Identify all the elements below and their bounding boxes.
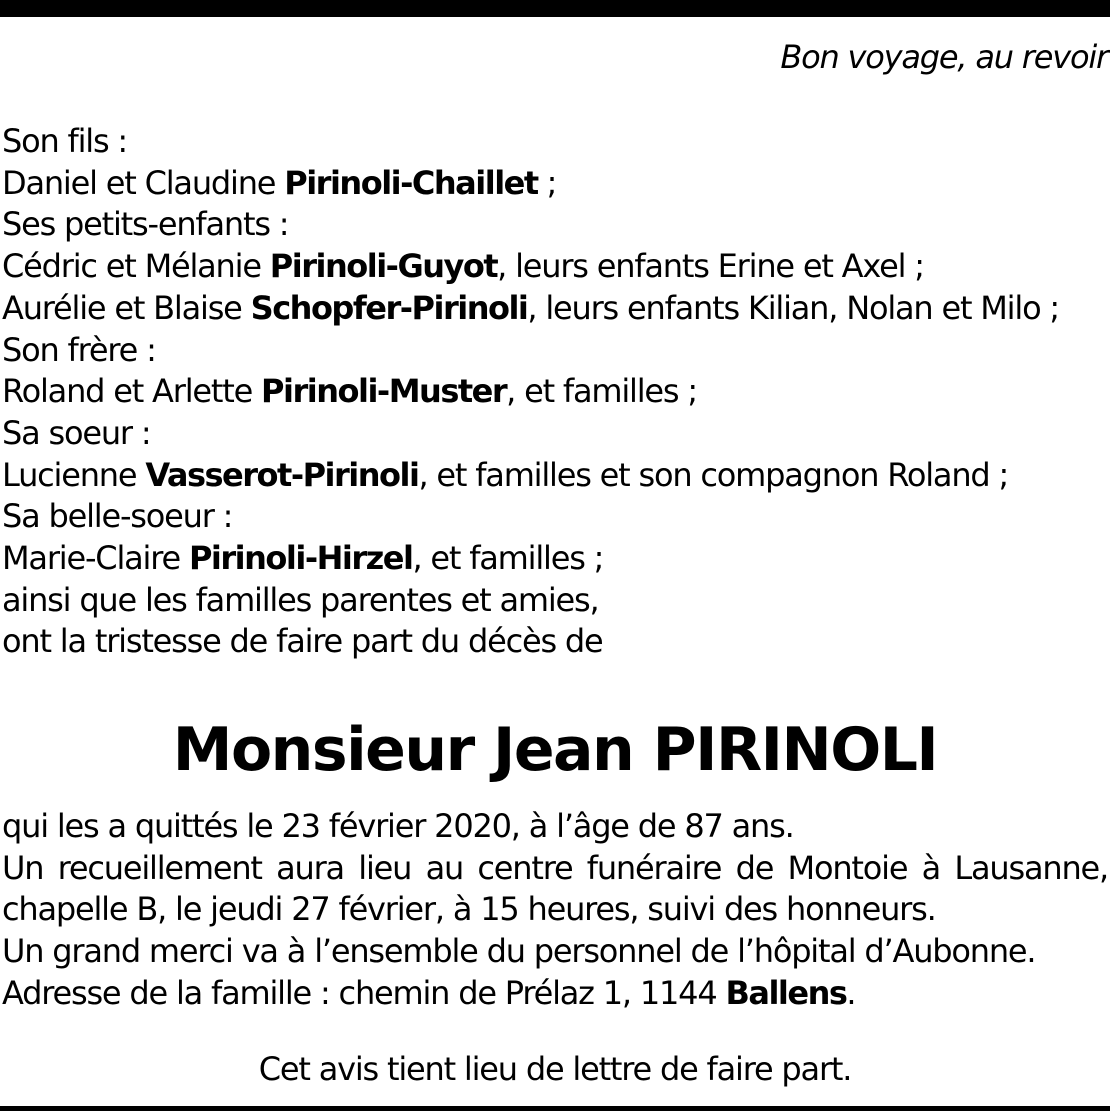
details-line-3: chapelle B, le jeudi 27 février, à 15 heures, suivi des honneurs.	[2, 890, 936, 929]
brother-name: Pirinoli-Muster	[261, 372, 507, 411]
gc1-pre: Cédric et Mélanie	[2, 247, 270, 286]
details-line-1: qui les a quittés le 23 février 2020, à l’âge de 87 ans.	[2, 807, 794, 845]
gc1-post: , leurs enfants Erine et Axel ;	[497, 247, 924, 286]
sister-name: Vasserot-Pirinoli	[145, 455, 419, 494]
gc1-name: Pirinoli-Guyot	[269, 247, 498, 286]
son-pre: Daniel et Claudine	[2, 163, 285, 202]
son-heading: Son fils :	[2, 122, 128, 160]
brother-heading: Son frère :	[2, 330, 156, 369]
sister-heading: Sa soeur :	[2, 413, 151, 452]
address-town: Ballens	[725, 973, 847, 1012]
details-line-2: Un recueillement aura lieu au centre funéraire de Montoie à Lausanne,	[2, 848, 1108, 887]
son-post: ;	[537, 163, 557, 202]
details-block	[2, 806, 1108, 1015]
sister-line	[2, 455, 1108, 497]
gc2-pre: Aurélie et Blaise	[2, 288, 251, 327]
son-name: Pirinoli-Chaillet	[284, 163, 538, 202]
sister-pre: Lucienne	[2, 455, 146, 494]
gc2-post: , leurs enfants Kilian, Nolan et Milo ;	[527, 288, 1059, 327]
top-rule	[0, 0, 1110, 17]
sister-in-law-heading: Sa belle-soeur :	[2, 497, 233, 536]
sil-post: , et familles ;	[412, 539, 604, 578]
address-line	[2, 973, 1108, 1015]
brother-post: , et familles ;	[506, 372, 697, 411]
deceased-name: Monsieur Jean PIRINOLI	[172, 715, 938, 785]
grandchildren-heading: Ses petits-enfants :	[2, 205, 289, 244]
sister-post: , et familles et son compagnon Roland ;	[418, 455, 1009, 494]
address-post: .	[846, 973, 856, 1012]
sil-name: Pirinoli-Hirzel	[188, 539, 413, 578]
grandchild-line-1	[2, 246, 1108, 288]
closing-note: Cet avis tient lieu de lettre de faire part.	[258, 1050, 852, 1088]
address-pre: Adresse de la famille : chemin de Prélaz 1, 1144	[2, 973, 726, 1012]
bottom-rule	[0, 1106, 1110, 1111]
relatives-line: ainsi que les familles parentes et amies,	[2, 580, 599, 619]
announcement-line: ont la tristesse de faire part du décès de	[2, 622, 603, 661]
grandchild-line-2	[2, 288, 1108, 330]
details-line-4: Un grand merci va à l’ensemble du personnel de l’hôpital d’Aubonne.	[2, 932, 1036, 971]
son-line	[2, 163, 1108, 205]
gc2-name: Schopfer-Pirinoli	[250, 288, 528, 327]
motto: Bon voyage, au revoir	[780, 38, 1108, 76]
brother-pre: Roland et Arlette	[2, 372, 262, 411]
sil-pre: Marie-Claire	[2, 539, 189, 578]
brother-line	[2, 371, 1108, 413]
family-list	[2, 121, 1108, 663]
sister-in-law-line	[2, 538, 1108, 580]
